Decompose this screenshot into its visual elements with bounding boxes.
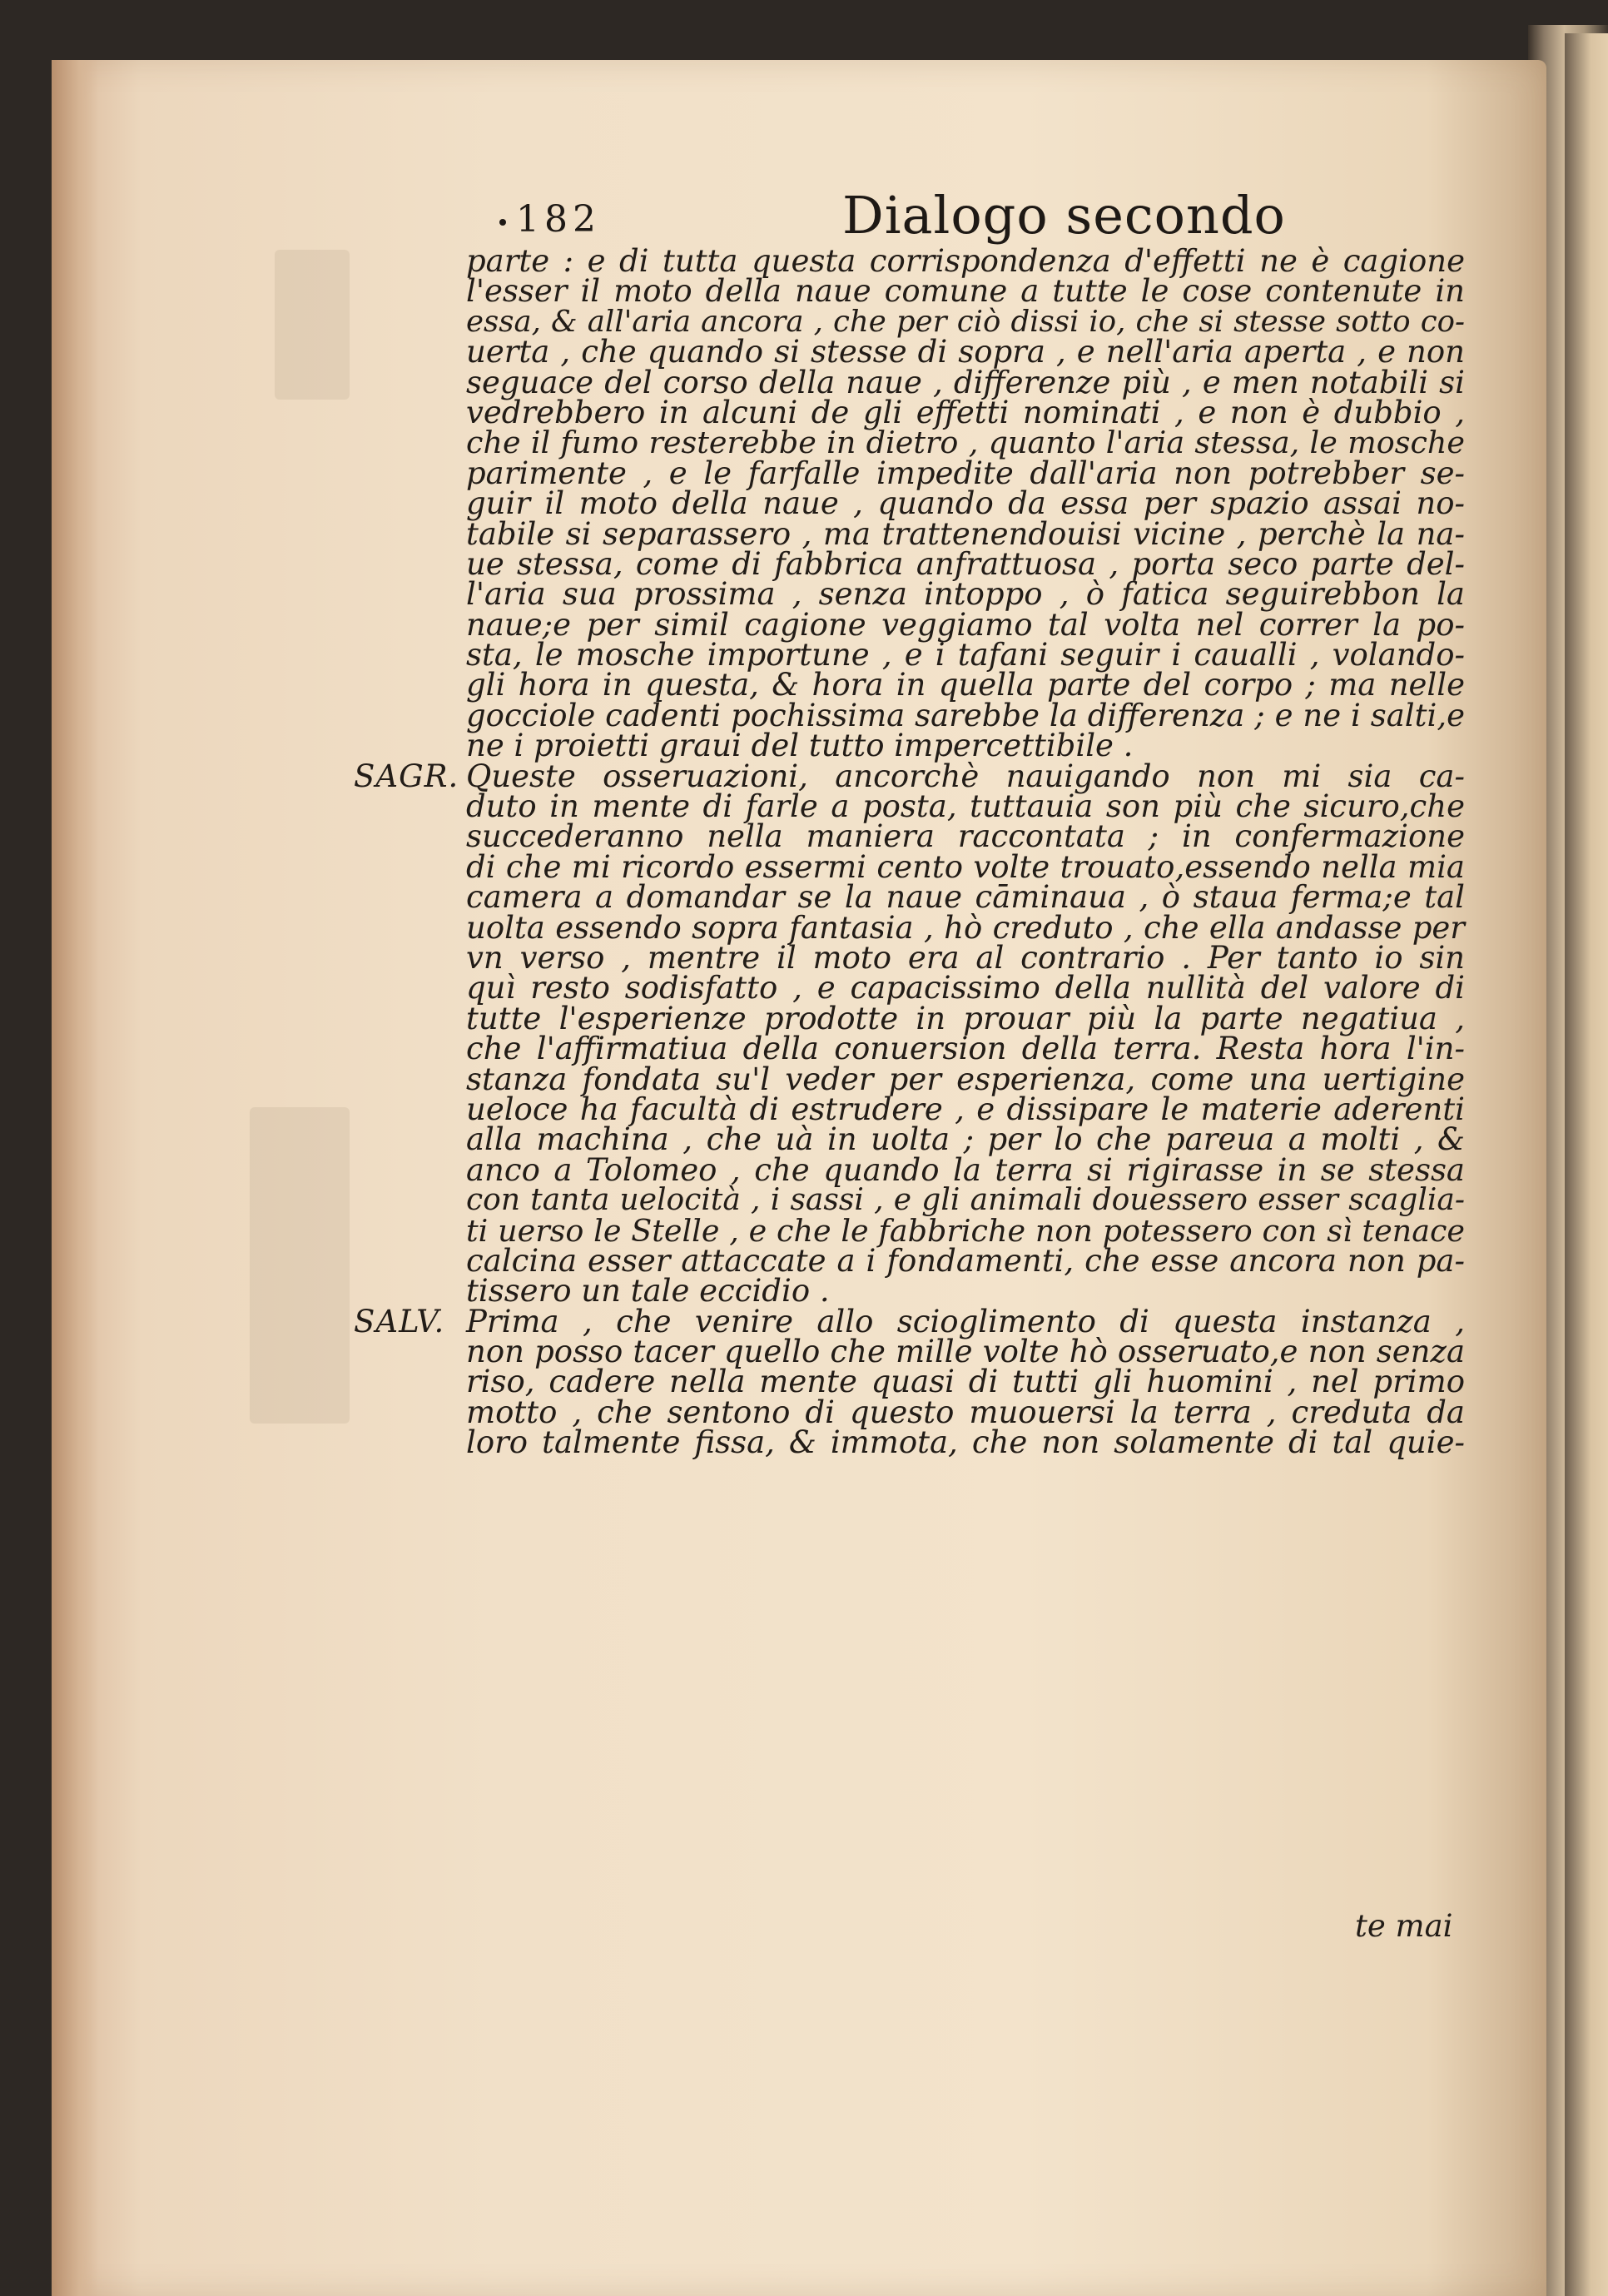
text-line: alla machina , che uà in uolta ; per lo che pareua a molti , & (466, 1121, 1465, 1158)
text-line: vedrebbero in alcuni de gli effetti nominati , e non è dubbio , (466, 394, 1465, 430)
speech-first-line (354, 758, 1465, 794)
show-through-ink (275, 250, 350, 400)
speaker-label: SALV. (354, 1303, 445, 1339)
text-line: che il fumo resterebbe in dietro , quanto l'aria stessa, le mosche (466, 425, 1465, 461)
speech-first-line (354, 1303, 1465, 1339)
text-line: parte : e di tutta questa corrispondenza d'effetti ne è cagione (466, 243, 1465, 279)
text-line: l'esser il moto della naue comune a tutte le cose contenute in (466, 273, 1465, 310)
text-line: duto in mente di farle a posta, tuttauia son più che sicuro,che (466, 788, 1465, 825)
text-line: che l'affirmatiua della conuersion della terra. Resta hora l'in- (466, 1031, 1465, 1067)
text-line: quì resto sodisfatto , e capacissimo della nullità del valore di (466, 970, 1465, 1006)
text-line: ueloce ha facultà di estrudere , e dissipare le materie aderenti (466, 1091, 1465, 1127)
text-line: anco a Tolomeo , che quando la terra si rigirasse in se stessa (466, 1151, 1465, 1188)
text-line: Queste osseruazioni, ancorchè nauigando non mi sia ca- (466, 758, 1465, 794)
body-text (354, 243, 1465, 1461)
text-line: loro talmente fissa, & immota, che non solamente di tal quie- (466, 1424, 1465, 1461)
text-line: seguace del corso della naue , differenze più , e men notabili si (466, 364, 1465, 400)
text-line: naue;e per simil cagione veggiamo tal volta nel correr la po- (466, 606, 1465, 643)
text-line: con tanta uelocità , i sassi , e gli animali douessero esser scaglia- (466, 1183, 1465, 1218)
text-line: non posso tacer quello che mille volte hò osseruato,e non senza (466, 1334, 1465, 1370)
text-line: sta, le mosche importune , e i tafani seguir i caualli , volando- (466, 637, 1465, 673)
text-line: tissero un tale eccidio . (466, 1273, 830, 1310)
running-head: Dialogo secondo (842, 185, 1286, 246)
facing-page-edge (1565, 33, 1608, 2296)
text-line: uerta , che quando si stesse di sopra , e nell'aria aperta , e non (466, 334, 1465, 370)
page-header (499, 185, 1498, 251)
show-through-ink (250, 1107, 350, 1424)
text-line: motto , che sentono di questo muouersi la terra , creduta da (466, 1394, 1465, 1430)
text-line: uolta essendo sopra fantasia , hò creduto , che ella andasse per (466, 909, 1465, 946)
text-line: riso, cadere nella mente quasi di tutti gli huomini , nel primo (466, 1364, 1465, 1400)
page-gutter-shadow (52, 60, 98, 2296)
text-line: guir il moto della naue , quando da essa per spazio assai no- (466, 485, 1465, 522)
catchword: te mai (1355, 1908, 1453, 1944)
text-line: succederanno nella maniera raccontata ; in confermazione (466, 818, 1465, 855)
text-line: gli hora in questa, & hora in quella parte del corpo ; ma nelle (466, 667, 1465, 703)
text-line: ue stessa, come di fabbrica anfrattuosa , porta seco parte del- (466, 545, 1465, 582)
text-line: vn verso , mentre il moto era al contrario . Per tanto io sin (466, 939, 1465, 976)
text-line: l'aria sua prossima , senza intoppo , ò fatica seguirebbon la (466, 576, 1465, 613)
text-line: tutte l'esperienze prodotte in prouar più la parte negatiua , (466, 1000, 1465, 1036)
text-line: ti uerso le Stelle , e che le fabbriche non potessero con sì tenace (466, 1212, 1465, 1249)
text-line: Prima , che venire allo scioglimento di questa instanza , (466, 1303, 1465, 1339)
text-line: gocciole cadenti pochissima sarebbe la differenza ; e ne i salti,e (466, 697, 1465, 733)
text-line: tabile si separassero , ma trattenendouisi vicine , perchè la na- (466, 515, 1465, 552)
text-line: ne i proietti graui del tutto impercettibile . (466, 728, 1134, 764)
text-line: camera a domandar se la naue cāminaua , ò staua ferma;e tal (466, 879, 1465, 916)
text-line: essa, & all'aria ancora , che per ciò dissi io, che si stesse sotto co- (466, 304, 1465, 339)
page-number-dot (499, 219, 506, 226)
text-line: parimente , e le farfalle impedite dall'aria non potrebber se- (466, 455, 1465, 491)
text-line: stanza fondata su'l veder per esperienza, come una uertigine (466, 1061, 1465, 1097)
page-number (499, 198, 601, 241)
page-number-text: 182 (516, 198, 601, 241)
speaker-label: SAGR. (354, 758, 459, 794)
text-line: di che mi ricordo essermi cento volte trouato,essendo nella mia (466, 848, 1465, 885)
text-line: calcina esser attaccate a i fondamenti, che esse ancora non pa- (466, 1242, 1465, 1279)
